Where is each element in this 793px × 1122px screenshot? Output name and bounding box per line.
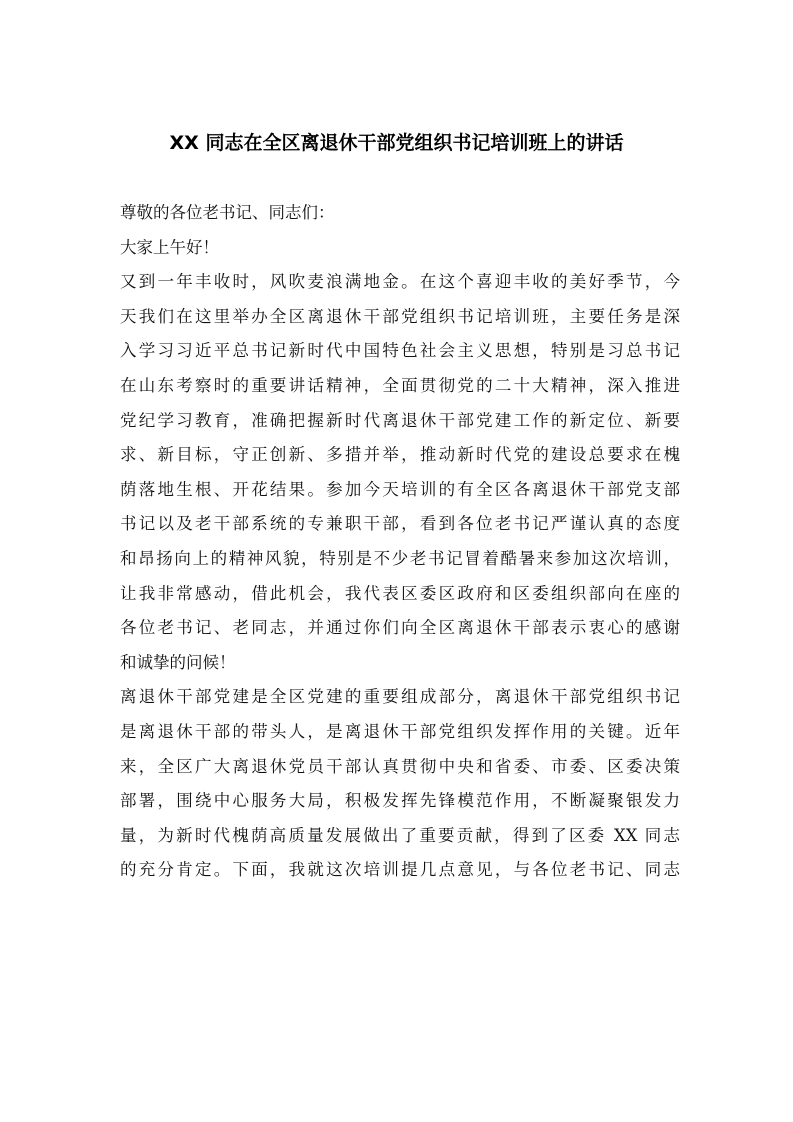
document-title: XX 同志在全区离退休干部党组织书记培训班上的讲话: [169, 132, 624, 154]
salutation-line: 尊敬的各位老书记、同志们：: [120, 203, 335, 222]
paragraph-line: 和昂扬向上的精神风貌，特别是不少老书记冒着酷暑来参加这次培训，: [120, 548, 680, 568]
paragraph-line: 书记以及老干部系统的专兼职干部，看到各位老书记严谨认真的态度: [120, 514, 680, 534]
paragraph-line: 入学习习近平总书记新时代中国特色社会主义思想，特别是习总书记: [120, 341, 680, 361]
paragraph-line: 荫落地生根、开花结果。参加今天培训的有全区各离退休干部党支部: [120, 479, 680, 499]
paragraph-line: 各位老书记、老同志，并通过你们向全区离退休干部表示衷心的感谢: [120, 618, 680, 638]
paragraph-line: 又到一年丰收时，风吹麦浪满地金。在这个喜迎丰收的美好季节，今: [120, 272, 680, 292]
paragraph-line: 在山东考察时的重要讲话精神，全面贯彻党的二十大精神，深入推进: [120, 375, 680, 395]
paragraph-line: 离退休干部党建是全区党建的重要组成部分，离退休干部党组织书记: [120, 687, 680, 707]
paragraph-line: 是离退休干部的带头人，是离退休干部党组织发挥作用的关键。近年: [120, 721, 680, 741]
paragraph-line: 的充分肯定。下面，我就这次培训提几点意见，与各位老书记、同志: [120, 860, 680, 880]
paragraph-line: 部署，围绕中心服务大局，积极发挥先锋模范作用，不断凝聚银发力: [120, 791, 680, 811]
paragraph-line: 让我非常感动，借此机会，我代表区委区政府和区委组织部向在座的: [120, 583, 680, 603]
paragraph-line: 量，为新时代槐荫高质量发展做出了重要贡献，得到了区委 XX 同志: [120, 825, 680, 845]
greeting-line: 大家上午好！: [120, 237, 219, 257]
paragraph-line: 求、新目标，守正创新、多措并举，推动新时代党的建设总要求在槐: [120, 445, 680, 465]
paragraph-line: 天我们在这里举办全区离退休干部党组织书记培训班，主要任务是深: [120, 306, 680, 326]
document-body: [120, 196, 680, 888]
paragraph-line: 来，全区广大离退休党员干部认真贯彻中央和省委、市委、区委决策: [120, 756, 680, 776]
paragraph-line: 党纪学习教育，准确把握新时代离退休干部党建工作的新定位、新要: [120, 410, 680, 430]
paragraph-line: 和诚挚的问候！: [120, 652, 236, 672]
